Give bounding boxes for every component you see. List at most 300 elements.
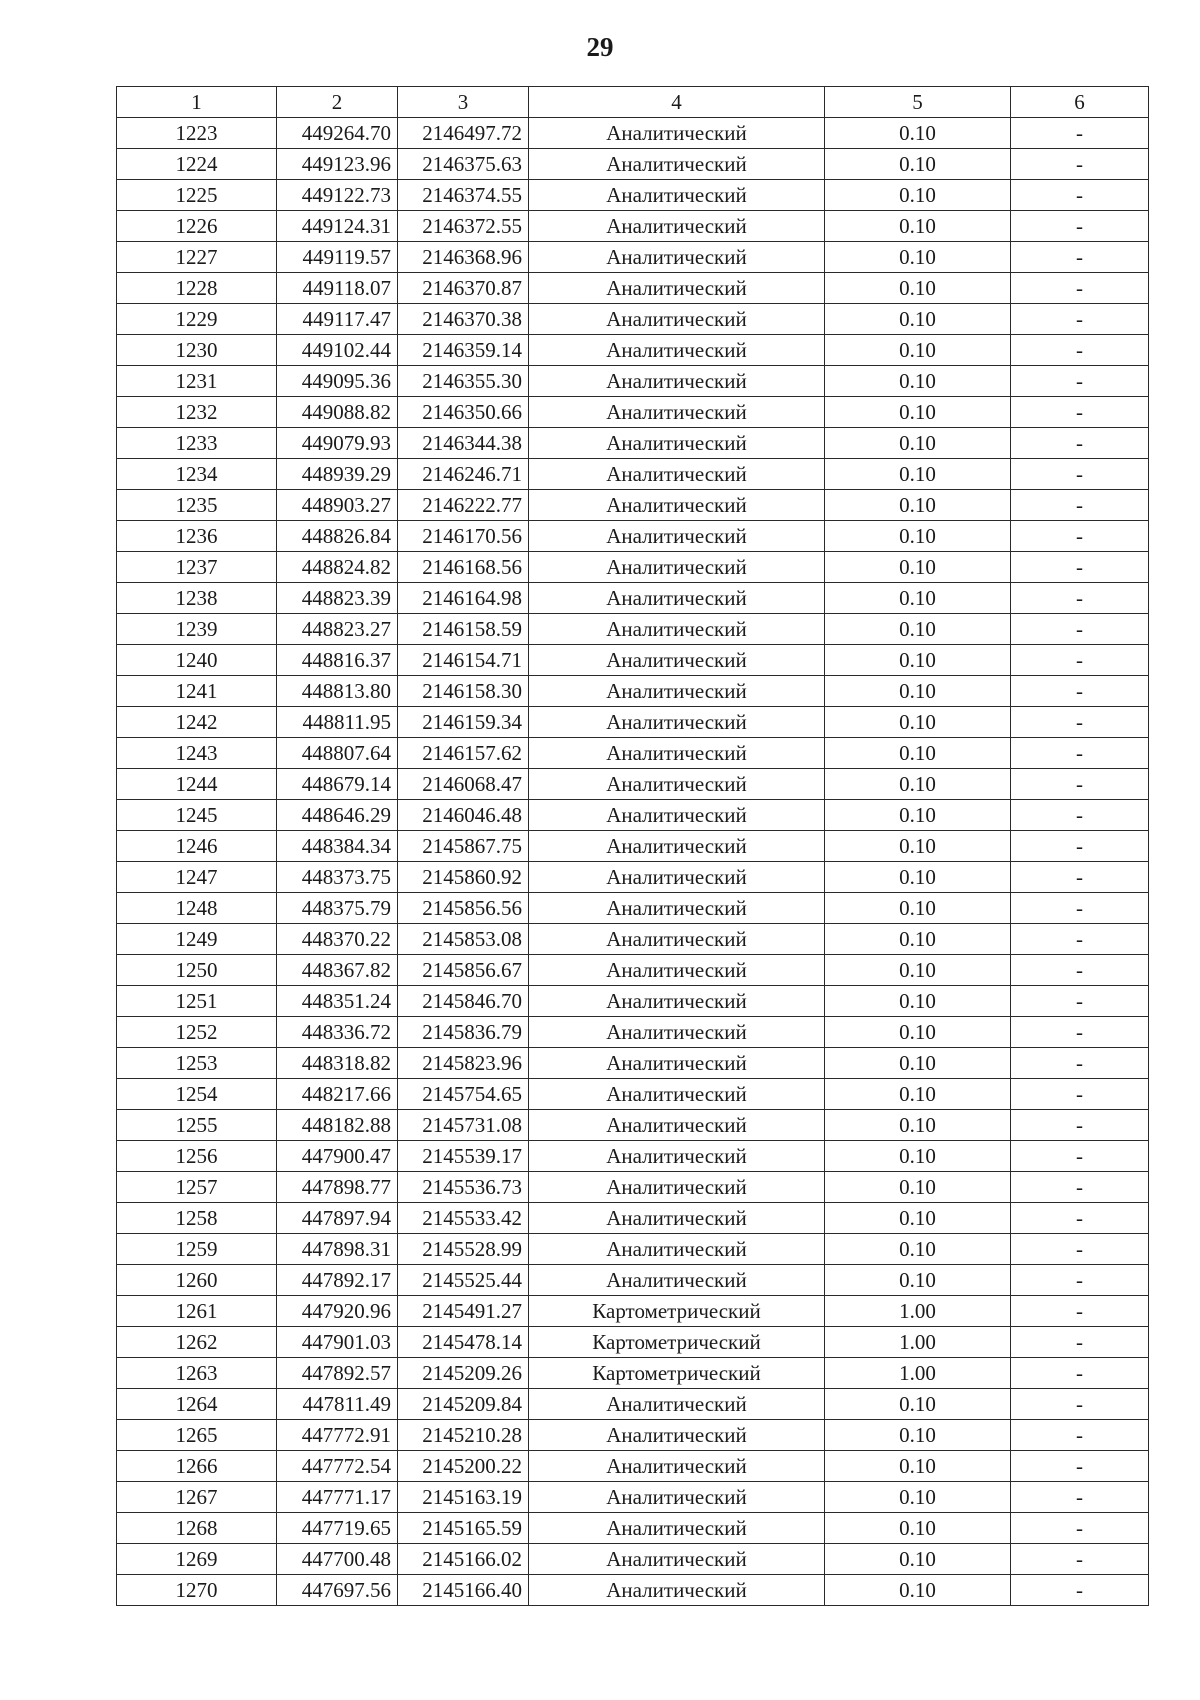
note-cell: - xyxy=(1011,1296,1149,1327)
method-cell: Аналитический xyxy=(529,862,825,893)
x-coordinate-cell: 449079.93 xyxy=(277,428,398,459)
point-number-cell: 1269 xyxy=(117,1544,277,1575)
point-number-cell: 1268 xyxy=(117,1513,277,1544)
point-number-cell: 1230 xyxy=(117,335,277,366)
table-row xyxy=(117,149,1149,180)
method-cell: Аналитический xyxy=(529,831,825,862)
table-row xyxy=(117,738,1149,769)
point-number-cell: 1235 xyxy=(117,490,277,521)
y-coordinate-cell: 2146168.56 xyxy=(398,552,529,583)
point-number-cell: 1228 xyxy=(117,273,277,304)
x-coordinate-cell: 448903.27 xyxy=(277,490,398,521)
y-coordinate-cell: 2146246.71 xyxy=(398,459,529,490)
y-coordinate-cell: 2146344.38 xyxy=(398,428,529,459)
header-row xyxy=(117,87,1149,118)
x-coordinate-cell: 447772.91 xyxy=(277,1420,398,1451)
method-cell: Аналитический xyxy=(529,738,825,769)
y-coordinate-cell: 2146157.62 xyxy=(398,738,529,769)
method-cell: Аналитический xyxy=(529,955,825,986)
method-cell: Аналитический xyxy=(529,1420,825,1451)
accuracy-cell: 0.10 xyxy=(825,769,1011,800)
table-row xyxy=(117,242,1149,273)
y-coordinate-cell: 2145836.79 xyxy=(398,1017,529,1048)
method-cell: Аналитический xyxy=(529,1389,825,1420)
x-coordinate-cell: 447700.48 xyxy=(277,1544,398,1575)
note-cell: - xyxy=(1011,1048,1149,1079)
x-coordinate-cell: 448823.27 xyxy=(277,614,398,645)
note-cell: - xyxy=(1011,366,1149,397)
table-row xyxy=(117,1420,1149,1451)
point-number-cell: 1255 xyxy=(117,1110,277,1141)
header-cell-col-2: 2 xyxy=(277,87,398,118)
table-row xyxy=(117,335,1149,366)
note-cell: - xyxy=(1011,211,1149,242)
method-cell: Аналитический xyxy=(529,614,825,645)
y-coordinate-cell: 2145856.67 xyxy=(398,955,529,986)
note-cell: - xyxy=(1011,583,1149,614)
page-number: 29 xyxy=(586,32,614,62)
note-cell: - xyxy=(1011,1358,1149,1389)
accuracy-cell: 0.10 xyxy=(825,1172,1011,1203)
note-cell: - xyxy=(1011,707,1149,738)
table-row xyxy=(117,1048,1149,1079)
note-cell: - xyxy=(1011,893,1149,924)
note-cell: - xyxy=(1011,831,1149,862)
method-cell: Аналитический xyxy=(529,1482,825,1513)
table-row xyxy=(117,1296,1149,1327)
accuracy-cell: 0.10 xyxy=(825,707,1011,738)
accuracy-cell: 0.10 xyxy=(825,614,1011,645)
x-coordinate-cell: 448336.72 xyxy=(277,1017,398,1048)
accuracy-cell: 0.10 xyxy=(825,862,1011,893)
x-coordinate-cell: 448367.82 xyxy=(277,955,398,986)
point-number-cell: 1229 xyxy=(117,304,277,335)
table-row xyxy=(117,1575,1149,1606)
accuracy-cell: 0.10 xyxy=(825,490,1011,521)
y-coordinate-cell: 2146370.38 xyxy=(398,304,529,335)
method-cell: Аналитический xyxy=(529,149,825,180)
y-coordinate-cell: 2145853.08 xyxy=(398,924,529,955)
note-cell: - xyxy=(1011,1420,1149,1451)
y-coordinate-cell: 2145200.22 xyxy=(398,1451,529,1482)
x-coordinate-cell: 447811.49 xyxy=(277,1389,398,1420)
note-cell: - xyxy=(1011,1389,1149,1420)
x-coordinate-cell: 448816.37 xyxy=(277,645,398,676)
method-cell: Аналитический xyxy=(529,1141,825,1172)
table-row xyxy=(117,1172,1149,1203)
accuracy-cell: 0.10 xyxy=(825,366,1011,397)
y-coordinate-cell: 2146370.87 xyxy=(398,273,529,304)
point-number-cell: 1259 xyxy=(117,1234,277,1265)
table-row xyxy=(117,676,1149,707)
accuracy-cell: 0.10 xyxy=(825,335,1011,366)
accuracy-cell: 0.10 xyxy=(825,1017,1011,1048)
accuracy-cell: 0.10 xyxy=(825,521,1011,552)
note-cell: - xyxy=(1011,1327,1149,1358)
point-number-cell: 1225 xyxy=(117,180,277,211)
method-cell: Картометрический xyxy=(529,1296,825,1327)
point-number-cell: 1241 xyxy=(117,676,277,707)
note-cell: - xyxy=(1011,769,1149,800)
y-coordinate-cell: 2145846.70 xyxy=(398,986,529,1017)
point-number-cell: 1256 xyxy=(117,1141,277,1172)
accuracy-cell: 0.10 xyxy=(825,273,1011,304)
method-cell: Аналитический xyxy=(529,304,825,335)
table-row xyxy=(117,304,1149,335)
point-number-cell: 1226 xyxy=(117,211,277,242)
y-coordinate-cell: 2145754.65 xyxy=(398,1079,529,1110)
accuracy-cell: 0.10 xyxy=(825,180,1011,211)
note-cell: - xyxy=(1011,645,1149,676)
table-row xyxy=(117,924,1149,955)
method-cell: Аналитический xyxy=(529,180,825,211)
point-number-cell: 1224 xyxy=(117,149,277,180)
x-coordinate-cell: 448217.66 xyxy=(277,1079,398,1110)
method-cell: Аналитический xyxy=(529,521,825,552)
accuracy-cell: 0.10 xyxy=(825,211,1011,242)
table-row xyxy=(117,366,1149,397)
y-coordinate-cell: 2146222.77 xyxy=(398,490,529,521)
note-cell: - xyxy=(1011,1234,1149,1265)
table-row xyxy=(117,1358,1149,1389)
table-row xyxy=(117,862,1149,893)
x-coordinate-cell: 448370.22 xyxy=(277,924,398,955)
table-row xyxy=(117,800,1149,831)
method-cell: Аналитический xyxy=(529,800,825,831)
point-number-cell: 1254 xyxy=(117,1079,277,1110)
table-row xyxy=(117,118,1149,149)
point-number-cell: 1247 xyxy=(117,862,277,893)
table-row xyxy=(117,521,1149,552)
note-cell: - xyxy=(1011,180,1149,211)
table-row xyxy=(117,490,1149,521)
accuracy-cell: 0.10 xyxy=(825,1482,1011,1513)
note-cell: - xyxy=(1011,490,1149,521)
y-coordinate-cell: 2145210.28 xyxy=(398,1420,529,1451)
note-cell: - xyxy=(1011,1513,1149,1544)
accuracy-cell: 0.10 xyxy=(825,1203,1011,1234)
x-coordinate-cell: 448826.84 xyxy=(277,521,398,552)
point-number-cell: 1249 xyxy=(117,924,277,955)
table-row xyxy=(117,1079,1149,1110)
x-coordinate-cell: 447892.57 xyxy=(277,1358,398,1389)
table-row xyxy=(117,211,1149,242)
method-cell: Картометрический xyxy=(529,1358,825,1389)
point-number-cell: 1257 xyxy=(117,1172,277,1203)
y-coordinate-cell: 2146350.66 xyxy=(398,397,529,428)
point-number-cell: 1264 xyxy=(117,1389,277,1420)
table-row xyxy=(117,893,1149,924)
point-number-cell: 1260 xyxy=(117,1265,277,1296)
method-cell: Картометрический xyxy=(529,1327,825,1358)
y-coordinate-cell: 2146372.55 xyxy=(398,211,529,242)
method-cell: Аналитический xyxy=(529,893,825,924)
header-cell-col-6: 6 xyxy=(1011,87,1149,118)
y-coordinate-cell: 2145539.17 xyxy=(398,1141,529,1172)
method-cell: Аналитический xyxy=(529,428,825,459)
note-cell: - xyxy=(1011,986,1149,1017)
method-cell: Аналитический xyxy=(529,1451,825,1482)
point-number-cell: 1263 xyxy=(117,1358,277,1389)
point-number-cell: 1258 xyxy=(117,1203,277,1234)
x-coordinate-cell: 448939.29 xyxy=(277,459,398,490)
x-coordinate-cell: 447719.65 xyxy=(277,1513,398,1544)
accuracy-cell: 1.00 xyxy=(825,1327,1011,1358)
table-row xyxy=(117,1451,1149,1482)
note-cell: - xyxy=(1011,1544,1149,1575)
note-cell: - xyxy=(1011,397,1149,428)
point-number-cell: 1237 xyxy=(117,552,277,583)
header-cell-col-3: 3 xyxy=(398,87,529,118)
method-cell: Аналитический xyxy=(529,1513,825,1544)
x-coordinate-cell: 447898.31 xyxy=(277,1234,398,1265)
accuracy-cell: 0.10 xyxy=(825,459,1011,490)
accuracy-cell: 0.10 xyxy=(825,831,1011,862)
point-number-cell: 1267 xyxy=(117,1482,277,1513)
x-coordinate-cell: 448373.75 xyxy=(277,862,398,893)
table-row xyxy=(117,428,1149,459)
accuracy-cell: 0.10 xyxy=(825,1048,1011,1079)
x-coordinate-cell: 447892.17 xyxy=(277,1265,398,1296)
method-cell: Аналитический xyxy=(529,1544,825,1575)
accuracy-cell: 0.10 xyxy=(825,800,1011,831)
x-coordinate-cell: 448351.24 xyxy=(277,986,398,1017)
table-row xyxy=(117,397,1149,428)
accuracy-cell: 0.10 xyxy=(825,1575,1011,1606)
method-cell: Аналитический xyxy=(529,583,825,614)
point-number-cell: 1232 xyxy=(117,397,277,428)
x-coordinate-cell: 449118.07 xyxy=(277,273,398,304)
point-number-cell: 1252 xyxy=(117,1017,277,1048)
note-cell: - xyxy=(1011,1203,1149,1234)
point-number-cell: 1236 xyxy=(117,521,277,552)
header-cell-col-4: 4 xyxy=(529,87,825,118)
point-number-cell: 1223 xyxy=(117,118,277,149)
x-coordinate-cell: 447697.56 xyxy=(277,1575,398,1606)
x-coordinate-cell: 448318.82 xyxy=(277,1048,398,1079)
x-coordinate-cell: 449117.47 xyxy=(277,304,398,335)
note-cell: - xyxy=(1011,521,1149,552)
y-coordinate-cell: 2145533.42 xyxy=(398,1203,529,1234)
table-header xyxy=(117,87,1149,118)
x-coordinate-cell: 448384.34 xyxy=(277,831,398,862)
point-number-cell: 1242 xyxy=(117,707,277,738)
point-number-cell: 1248 xyxy=(117,893,277,924)
note-cell: - xyxy=(1011,149,1149,180)
table-row xyxy=(117,707,1149,738)
y-coordinate-cell: 2146170.56 xyxy=(398,521,529,552)
y-coordinate-cell: 2146154.71 xyxy=(398,645,529,676)
table-row xyxy=(117,180,1149,211)
y-coordinate-cell: 2145166.40 xyxy=(398,1575,529,1606)
y-coordinate-cell: 2145165.59 xyxy=(398,1513,529,1544)
table-body xyxy=(117,118,1149,1606)
accuracy-cell: 0.10 xyxy=(825,1420,1011,1451)
accuracy-cell: 0.10 xyxy=(825,1234,1011,1265)
note-cell: - xyxy=(1011,862,1149,893)
method-cell: Аналитический xyxy=(529,1265,825,1296)
y-coordinate-cell: 2146159.34 xyxy=(398,707,529,738)
y-coordinate-cell: 2145867.75 xyxy=(398,831,529,862)
note-cell: - xyxy=(1011,800,1149,831)
note-cell: - xyxy=(1011,1265,1149,1296)
method-cell: Аналитический xyxy=(529,924,825,955)
y-coordinate-cell: 2146158.30 xyxy=(398,676,529,707)
accuracy-cell: 0.10 xyxy=(825,583,1011,614)
accuracy-cell: 0.10 xyxy=(825,924,1011,955)
coordinates-table xyxy=(116,86,1149,1606)
accuracy-cell: 0.10 xyxy=(825,893,1011,924)
table-row xyxy=(117,831,1149,862)
accuracy-cell: 1.00 xyxy=(825,1358,1011,1389)
method-cell: Аналитический xyxy=(529,397,825,428)
y-coordinate-cell: 2145525.44 xyxy=(398,1265,529,1296)
y-coordinate-cell: 2146046.48 xyxy=(398,800,529,831)
y-coordinate-cell: 2145860.92 xyxy=(398,862,529,893)
accuracy-cell: 0.10 xyxy=(825,676,1011,707)
y-coordinate-cell: 2145536.73 xyxy=(398,1172,529,1203)
x-coordinate-cell: 448824.82 xyxy=(277,552,398,583)
note-cell: - xyxy=(1011,304,1149,335)
table-row xyxy=(117,1234,1149,1265)
header-cell-col-5: 5 xyxy=(825,87,1011,118)
table-row xyxy=(117,1327,1149,1358)
table-row xyxy=(117,769,1149,800)
table-row xyxy=(117,1017,1149,1048)
note-cell: - xyxy=(1011,1451,1149,1482)
y-coordinate-cell: 2146368.96 xyxy=(398,242,529,273)
point-number-cell: 1270 xyxy=(117,1575,277,1606)
table-row xyxy=(117,1482,1149,1513)
method-cell: Аналитический xyxy=(529,366,825,397)
table-row xyxy=(117,273,1149,304)
y-coordinate-cell: 2146158.59 xyxy=(398,614,529,645)
point-number-cell: 1251 xyxy=(117,986,277,1017)
table-row xyxy=(117,1265,1149,1296)
method-cell: Аналитический xyxy=(529,459,825,490)
y-coordinate-cell: 2145166.02 xyxy=(398,1544,529,1575)
table-row xyxy=(117,459,1149,490)
y-coordinate-cell: 2145491.27 xyxy=(398,1296,529,1327)
accuracy-cell: 0.10 xyxy=(825,149,1011,180)
method-cell: Аналитический xyxy=(529,242,825,273)
note-cell: - xyxy=(1011,335,1149,366)
point-number-cell: 1233 xyxy=(117,428,277,459)
table-row xyxy=(117,583,1149,614)
point-number-cell: 1244 xyxy=(117,769,277,800)
note-cell: - xyxy=(1011,1575,1149,1606)
method-cell: Аналитический xyxy=(529,707,825,738)
y-coordinate-cell: 2146375.63 xyxy=(398,149,529,180)
x-coordinate-cell: 447900.47 xyxy=(277,1141,398,1172)
y-coordinate-cell: 2146359.14 xyxy=(398,335,529,366)
accuracy-cell: 0.10 xyxy=(825,397,1011,428)
x-coordinate-cell: 447771.17 xyxy=(277,1482,398,1513)
x-coordinate-cell: 448375.79 xyxy=(277,893,398,924)
method-cell: Аналитический xyxy=(529,769,825,800)
method-cell: Аналитический xyxy=(529,211,825,242)
accuracy-cell: 0.10 xyxy=(825,1389,1011,1420)
accuracy-cell: 0.10 xyxy=(825,304,1011,335)
y-coordinate-cell: 2145731.08 xyxy=(398,1110,529,1141)
point-number-cell: 1231 xyxy=(117,366,277,397)
y-coordinate-cell: 2145163.19 xyxy=(398,1482,529,1513)
table-row xyxy=(117,1389,1149,1420)
accuracy-cell: 1.00 xyxy=(825,1296,1011,1327)
note-cell: - xyxy=(1011,1141,1149,1172)
y-coordinate-cell: 2145478.14 xyxy=(398,1327,529,1358)
accuracy-cell: 0.10 xyxy=(825,552,1011,583)
note-cell: - xyxy=(1011,738,1149,769)
y-coordinate-cell: 2145209.84 xyxy=(398,1389,529,1420)
x-coordinate-cell: 449122.73 xyxy=(277,180,398,211)
point-number-cell: 1240 xyxy=(117,645,277,676)
method-cell: Аналитический xyxy=(529,273,825,304)
point-number-cell: 1227 xyxy=(117,242,277,273)
note-cell: - xyxy=(1011,955,1149,986)
y-coordinate-cell: 2145856.56 xyxy=(398,893,529,924)
x-coordinate-cell: 448807.64 xyxy=(277,738,398,769)
accuracy-cell: 0.10 xyxy=(825,1141,1011,1172)
note-cell: - xyxy=(1011,1110,1149,1141)
accuracy-cell: 0.10 xyxy=(825,645,1011,676)
table-row xyxy=(117,1203,1149,1234)
x-coordinate-cell: 447920.96 xyxy=(277,1296,398,1327)
y-coordinate-cell: 2146355.30 xyxy=(398,366,529,397)
x-coordinate-cell: 448646.29 xyxy=(277,800,398,831)
table-row xyxy=(117,955,1149,986)
method-cell: Аналитический xyxy=(529,118,825,149)
method-cell: Аналитический xyxy=(529,1575,825,1606)
method-cell: Аналитический xyxy=(529,552,825,583)
point-number-cell: 1245 xyxy=(117,800,277,831)
point-number-cell: 1238 xyxy=(117,583,277,614)
x-coordinate-cell: 448679.14 xyxy=(277,769,398,800)
x-coordinate-cell: 448813.80 xyxy=(277,676,398,707)
y-coordinate-cell: 2145823.96 xyxy=(398,1048,529,1079)
note-cell: - xyxy=(1011,273,1149,304)
method-cell: Аналитический xyxy=(529,490,825,521)
method-cell: Аналитический xyxy=(529,1110,825,1141)
note-cell: - xyxy=(1011,676,1149,707)
x-coordinate-cell: 448182.88 xyxy=(277,1110,398,1141)
method-cell: Аналитический xyxy=(529,1079,825,1110)
point-number-cell: 1250 xyxy=(117,955,277,986)
table-row xyxy=(117,986,1149,1017)
accuracy-cell: 0.10 xyxy=(825,428,1011,459)
x-coordinate-cell: 449088.82 xyxy=(277,397,398,428)
x-coordinate-cell: 447897.94 xyxy=(277,1203,398,1234)
x-coordinate-cell: 448823.39 xyxy=(277,583,398,614)
note-cell: - xyxy=(1011,614,1149,645)
table-row xyxy=(117,1544,1149,1575)
method-cell: Аналитический xyxy=(529,1234,825,1265)
accuracy-cell: 0.10 xyxy=(825,242,1011,273)
accuracy-cell: 0.10 xyxy=(825,1265,1011,1296)
method-cell: Аналитический xyxy=(529,1017,825,1048)
method-cell: Аналитический xyxy=(529,1048,825,1079)
table-row xyxy=(117,552,1149,583)
note-cell: - xyxy=(1011,924,1149,955)
method-cell: Аналитический xyxy=(529,1172,825,1203)
note-cell: - xyxy=(1011,552,1149,583)
table-row xyxy=(117,1110,1149,1141)
table-row xyxy=(117,1141,1149,1172)
x-coordinate-cell: 449123.96 xyxy=(277,149,398,180)
method-cell: Аналитический xyxy=(529,645,825,676)
point-number-cell: 1239 xyxy=(117,614,277,645)
method-cell: Аналитический xyxy=(529,986,825,1017)
